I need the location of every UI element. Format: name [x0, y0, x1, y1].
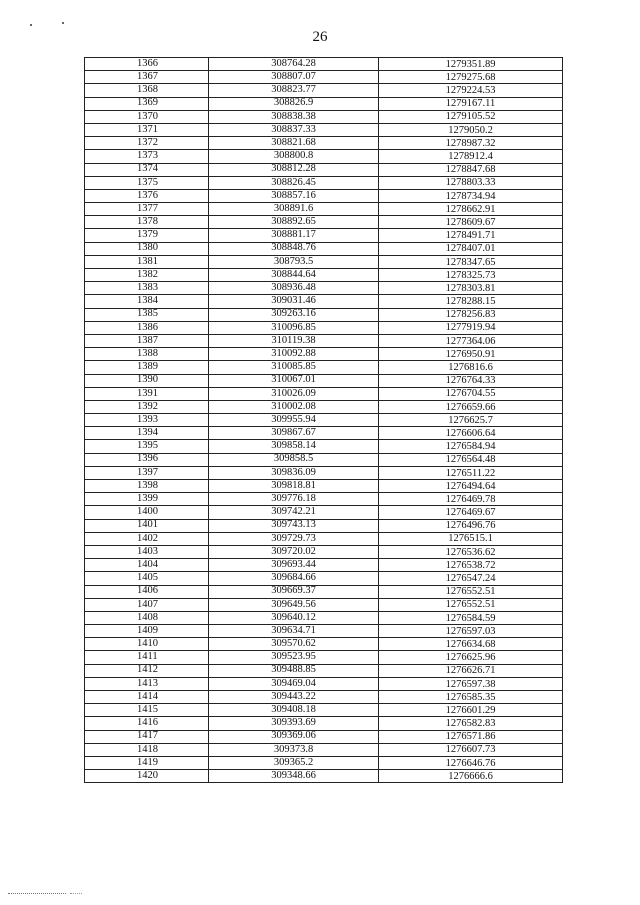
point-number-cell: 1390 [85, 374, 209, 387]
y-coordinate-cell: 1276547.24 [379, 572, 563, 585]
x-coordinate-cell: 309818.81 [209, 480, 379, 493]
table-row [85, 58, 563, 71]
point-number-cell: 1409 [85, 625, 209, 638]
table-row [85, 334, 563, 347]
x-coordinate-cell: 309469.04 [209, 677, 379, 690]
x-coordinate-cell: 309373.8 [209, 743, 379, 756]
point-number-cell: 1419 [85, 756, 209, 769]
point-number-cell: 1367 [85, 71, 209, 84]
y-coordinate-cell: 1276606.64 [379, 427, 563, 440]
y-coordinate-cell: 1278609.67 [379, 216, 563, 229]
coordinates-table [84, 57, 563, 783]
y-coordinate-cell: 1279275.68 [379, 71, 563, 84]
table-row [85, 638, 563, 651]
point-number-cell: 1408 [85, 611, 209, 624]
table-row [85, 97, 563, 110]
x-coordinate-cell: 308881.17 [209, 229, 379, 242]
scan-mark-dot [62, 22, 64, 24]
point-number-cell: 1391 [85, 387, 209, 400]
y-coordinate-cell: 1278734.94 [379, 189, 563, 202]
x-coordinate-cell: 308807.07 [209, 71, 379, 84]
y-coordinate-cell: 1279351.89 [379, 58, 563, 71]
point-number-cell: 1383 [85, 282, 209, 295]
y-coordinate-cell: 1276515.1 [379, 532, 563, 545]
point-number-cell: 1397 [85, 466, 209, 479]
table-row [85, 743, 563, 756]
table-row [85, 137, 563, 150]
x-coordinate-cell: 309523.95 [209, 651, 379, 664]
x-coordinate-cell: 310096.85 [209, 321, 379, 334]
x-coordinate-cell: 308936.48 [209, 282, 379, 295]
table-row [85, 611, 563, 624]
scan-artifact-line [70, 893, 82, 894]
y-coordinate-cell: 1276646.76 [379, 756, 563, 769]
table-row [85, 466, 563, 479]
point-number-cell: 1411 [85, 651, 209, 664]
x-coordinate-cell: 308837.33 [209, 123, 379, 136]
x-coordinate-cell: 309836.09 [209, 466, 379, 479]
y-coordinate-cell: 1276764.33 [379, 374, 563, 387]
table-row [85, 176, 563, 189]
y-coordinate-cell: 1276582.83 [379, 717, 563, 730]
x-coordinate-cell: 309570.62 [209, 638, 379, 651]
point-number-cell: 1379 [85, 229, 209, 242]
y-coordinate-cell: 1276564.48 [379, 453, 563, 466]
y-coordinate-cell: 1276950.91 [379, 348, 563, 361]
y-coordinate-cell: 1278256.83 [379, 308, 563, 321]
y-coordinate-cell: 1276666.6 [379, 770, 563, 783]
y-coordinate-cell: 1276536.62 [379, 545, 563, 558]
x-coordinate-cell: 310092.88 [209, 348, 379, 361]
y-coordinate-cell: 1279167.11 [379, 97, 563, 110]
point-number-cell: 1366 [85, 58, 209, 71]
point-number-cell: 1407 [85, 598, 209, 611]
x-coordinate-cell: 308826.45 [209, 176, 379, 189]
table-row [85, 282, 563, 295]
scan-mark-dot [30, 24, 32, 26]
x-coordinate-cell: 309634.71 [209, 625, 379, 638]
table-row [85, 756, 563, 769]
point-number-cell: 1412 [85, 664, 209, 677]
point-number-cell: 1388 [85, 348, 209, 361]
point-number-cell: 1396 [85, 453, 209, 466]
y-coordinate-cell: 1278987.32 [379, 137, 563, 150]
y-coordinate-cell: 1276659.66 [379, 400, 563, 413]
table-row [85, 519, 563, 532]
y-coordinate-cell: 1278491.71 [379, 229, 563, 242]
table-row [85, 321, 563, 334]
y-coordinate-cell: 1276704.55 [379, 387, 563, 400]
point-number-cell: 1404 [85, 559, 209, 572]
x-coordinate-cell: 309348.66 [209, 770, 379, 783]
y-coordinate-cell: 1276511.22 [379, 466, 563, 479]
x-coordinate-cell: 308812.28 [209, 163, 379, 176]
y-coordinate-cell: 1276626.71 [379, 664, 563, 677]
x-coordinate-cell: 310002.08 [209, 400, 379, 413]
point-number-cell: 1393 [85, 414, 209, 427]
y-coordinate-cell: 1276625.96 [379, 651, 563, 664]
x-coordinate-cell: 308826.9 [209, 97, 379, 110]
y-coordinate-cell: 1278347.65 [379, 255, 563, 268]
x-coordinate-cell: 308764.28 [209, 58, 379, 71]
x-coordinate-cell: 309858.14 [209, 440, 379, 453]
table-row [85, 400, 563, 413]
point-number-cell: 1418 [85, 743, 209, 756]
y-coordinate-cell: 1276469.67 [379, 506, 563, 519]
point-number-cell: 1382 [85, 269, 209, 282]
point-number-cell: 1372 [85, 137, 209, 150]
x-coordinate-cell: 308821.68 [209, 137, 379, 150]
table-row [85, 770, 563, 783]
x-coordinate-cell: 309408.18 [209, 704, 379, 717]
table-row [85, 585, 563, 598]
y-coordinate-cell: 1278912.4 [379, 150, 563, 163]
table-row [85, 123, 563, 136]
point-number-cell: 1416 [85, 717, 209, 730]
table-row [85, 348, 563, 361]
table-row [85, 532, 563, 545]
y-coordinate-cell: 1276607.73 [379, 743, 563, 756]
table-row [85, 677, 563, 690]
table-row [85, 203, 563, 216]
table-row [85, 295, 563, 308]
x-coordinate-cell: 309488.85 [209, 664, 379, 677]
table-row [85, 255, 563, 268]
table-row [85, 704, 563, 717]
point-number-cell: 1371 [85, 123, 209, 136]
point-number-cell: 1380 [85, 242, 209, 255]
table-row [85, 361, 563, 374]
table-row [85, 506, 563, 519]
point-number-cell: 1374 [85, 163, 209, 176]
x-coordinate-cell: 309858.5 [209, 453, 379, 466]
table-row [85, 651, 563, 664]
x-coordinate-cell: 308892.65 [209, 216, 379, 229]
x-coordinate-cell: 310067.01 [209, 374, 379, 387]
x-coordinate-cell: 310119.38 [209, 334, 379, 347]
point-number-cell: 1413 [85, 677, 209, 690]
x-coordinate-cell: 309369.06 [209, 730, 379, 743]
y-coordinate-cell: 1276469.78 [379, 493, 563, 506]
point-number-cell: 1420 [85, 770, 209, 783]
table-row [85, 598, 563, 611]
y-coordinate-cell: 1276494.64 [379, 480, 563, 493]
y-coordinate-cell: 1278847.68 [379, 163, 563, 176]
x-coordinate-cell: 309742.21 [209, 506, 379, 519]
x-coordinate-cell: 309443.22 [209, 691, 379, 704]
y-coordinate-cell: 1276597.38 [379, 677, 563, 690]
table-row [85, 559, 563, 572]
y-coordinate-cell: 1276597.03 [379, 625, 563, 638]
y-coordinate-cell: 1279105.52 [379, 110, 563, 123]
x-coordinate-cell: 308838.38 [209, 110, 379, 123]
x-coordinate-cell: 308891.6 [209, 203, 379, 216]
point-number-cell: 1381 [85, 255, 209, 268]
x-coordinate-cell: 309669.37 [209, 585, 379, 598]
point-number-cell: 1384 [85, 295, 209, 308]
point-number-cell: 1375 [85, 176, 209, 189]
point-number-cell: 1417 [85, 730, 209, 743]
point-number-cell: 1368 [85, 84, 209, 97]
x-coordinate-cell: 309693.44 [209, 559, 379, 572]
table-row [85, 440, 563, 453]
point-number-cell: 1376 [85, 189, 209, 202]
coordinates-table-body [85, 58, 563, 783]
table-row [85, 730, 563, 743]
point-number-cell: 1402 [85, 532, 209, 545]
point-number-cell: 1406 [85, 585, 209, 598]
y-coordinate-cell: 1279050.2 [379, 123, 563, 136]
y-coordinate-cell: 1278662.91 [379, 203, 563, 216]
x-coordinate-cell: 308857.16 [209, 189, 379, 202]
point-number-cell: 1399 [85, 493, 209, 506]
y-coordinate-cell: 1276571.86 [379, 730, 563, 743]
x-coordinate-cell: 308793.5 [209, 255, 379, 268]
point-number-cell: 1400 [85, 506, 209, 519]
point-number-cell: 1414 [85, 691, 209, 704]
table-row [85, 493, 563, 506]
y-coordinate-cell: 1278303.81 [379, 282, 563, 295]
table-row [85, 453, 563, 466]
x-coordinate-cell: 309263.16 [209, 308, 379, 321]
table-row [85, 242, 563, 255]
x-coordinate-cell: 308823.77 [209, 84, 379, 97]
table-row [85, 374, 563, 387]
scan-artifact-line [8, 893, 66, 894]
x-coordinate-cell: 310026.09 [209, 387, 379, 400]
y-coordinate-cell: 1276601.29 [379, 704, 563, 717]
point-number-cell: 1387 [85, 334, 209, 347]
point-number-cell: 1370 [85, 110, 209, 123]
point-number-cell: 1401 [85, 519, 209, 532]
y-coordinate-cell: 1276496.76 [379, 519, 563, 532]
y-coordinate-cell: 1276552.51 [379, 585, 563, 598]
table-row [85, 545, 563, 558]
x-coordinate-cell: 309729.73 [209, 532, 379, 545]
table-row [85, 216, 563, 229]
y-coordinate-cell: 1276625.7 [379, 414, 563, 427]
table-row [85, 691, 563, 704]
x-coordinate-cell: 310085.85 [209, 361, 379, 374]
y-coordinate-cell: 1276584.94 [379, 440, 563, 453]
x-coordinate-cell: 309031.46 [209, 295, 379, 308]
table-row [85, 229, 563, 242]
table-row [85, 110, 563, 123]
y-coordinate-cell: 1277364.06 [379, 334, 563, 347]
point-number-cell: 1378 [85, 216, 209, 229]
x-coordinate-cell: 309867.67 [209, 427, 379, 440]
point-number-cell: 1395 [85, 440, 209, 453]
point-number-cell: 1386 [85, 321, 209, 334]
x-coordinate-cell: 309720.02 [209, 545, 379, 558]
table-row [85, 84, 563, 97]
x-coordinate-cell: 309649.56 [209, 598, 379, 611]
y-coordinate-cell: 1276552.51 [379, 598, 563, 611]
point-number-cell: 1403 [85, 545, 209, 558]
table-row [85, 71, 563, 84]
y-coordinate-cell: 1276585.35 [379, 691, 563, 704]
x-coordinate-cell: 309776.18 [209, 493, 379, 506]
x-coordinate-cell: 309743.13 [209, 519, 379, 532]
point-number-cell: 1389 [85, 361, 209, 374]
table-row [85, 427, 563, 440]
y-coordinate-cell: 1278288.15 [379, 295, 563, 308]
x-coordinate-cell: 308848.76 [209, 242, 379, 255]
y-coordinate-cell: 1277919.94 [379, 321, 563, 334]
table-row [85, 189, 563, 202]
x-coordinate-cell: 309640.12 [209, 611, 379, 624]
point-number-cell: 1369 [85, 97, 209, 110]
table-row [85, 480, 563, 493]
y-coordinate-cell: 1279224.53 [379, 84, 563, 97]
y-coordinate-cell: 1276584.59 [379, 611, 563, 624]
point-number-cell: 1405 [85, 572, 209, 585]
point-number-cell: 1392 [85, 400, 209, 413]
table-row [85, 625, 563, 638]
table-row [85, 414, 563, 427]
point-number-cell: 1415 [85, 704, 209, 717]
table-row [85, 308, 563, 321]
point-number-cell: 1410 [85, 638, 209, 651]
x-coordinate-cell: 308800.8 [209, 150, 379, 163]
point-number-cell: 1373 [85, 150, 209, 163]
y-coordinate-cell: 1278407.01 [379, 242, 563, 255]
y-coordinate-cell: 1276538.72 [379, 559, 563, 572]
table-row [85, 163, 563, 176]
point-number-cell: 1398 [85, 480, 209, 493]
x-coordinate-cell: 309393.69 [209, 717, 379, 730]
point-number-cell: 1377 [85, 203, 209, 216]
table-row [85, 269, 563, 282]
x-coordinate-cell: 309684.66 [209, 572, 379, 585]
y-coordinate-cell: 1278325.73 [379, 269, 563, 282]
table-row [85, 150, 563, 163]
x-coordinate-cell: 308844.64 [209, 269, 379, 282]
table-row [85, 664, 563, 677]
x-coordinate-cell: 309365.2 [209, 756, 379, 769]
page-number: 26 [312, 29, 328, 45]
table-row [85, 387, 563, 400]
y-coordinate-cell: 1276816.6 [379, 361, 563, 374]
y-coordinate-cell: 1278803.33 [379, 176, 563, 189]
point-number-cell: 1385 [85, 308, 209, 321]
table-row [85, 572, 563, 585]
table-row [85, 717, 563, 730]
point-number-cell: 1394 [85, 427, 209, 440]
x-coordinate-cell: 309955.94 [209, 414, 379, 427]
y-coordinate-cell: 1276634.68 [379, 638, 563, 651]
